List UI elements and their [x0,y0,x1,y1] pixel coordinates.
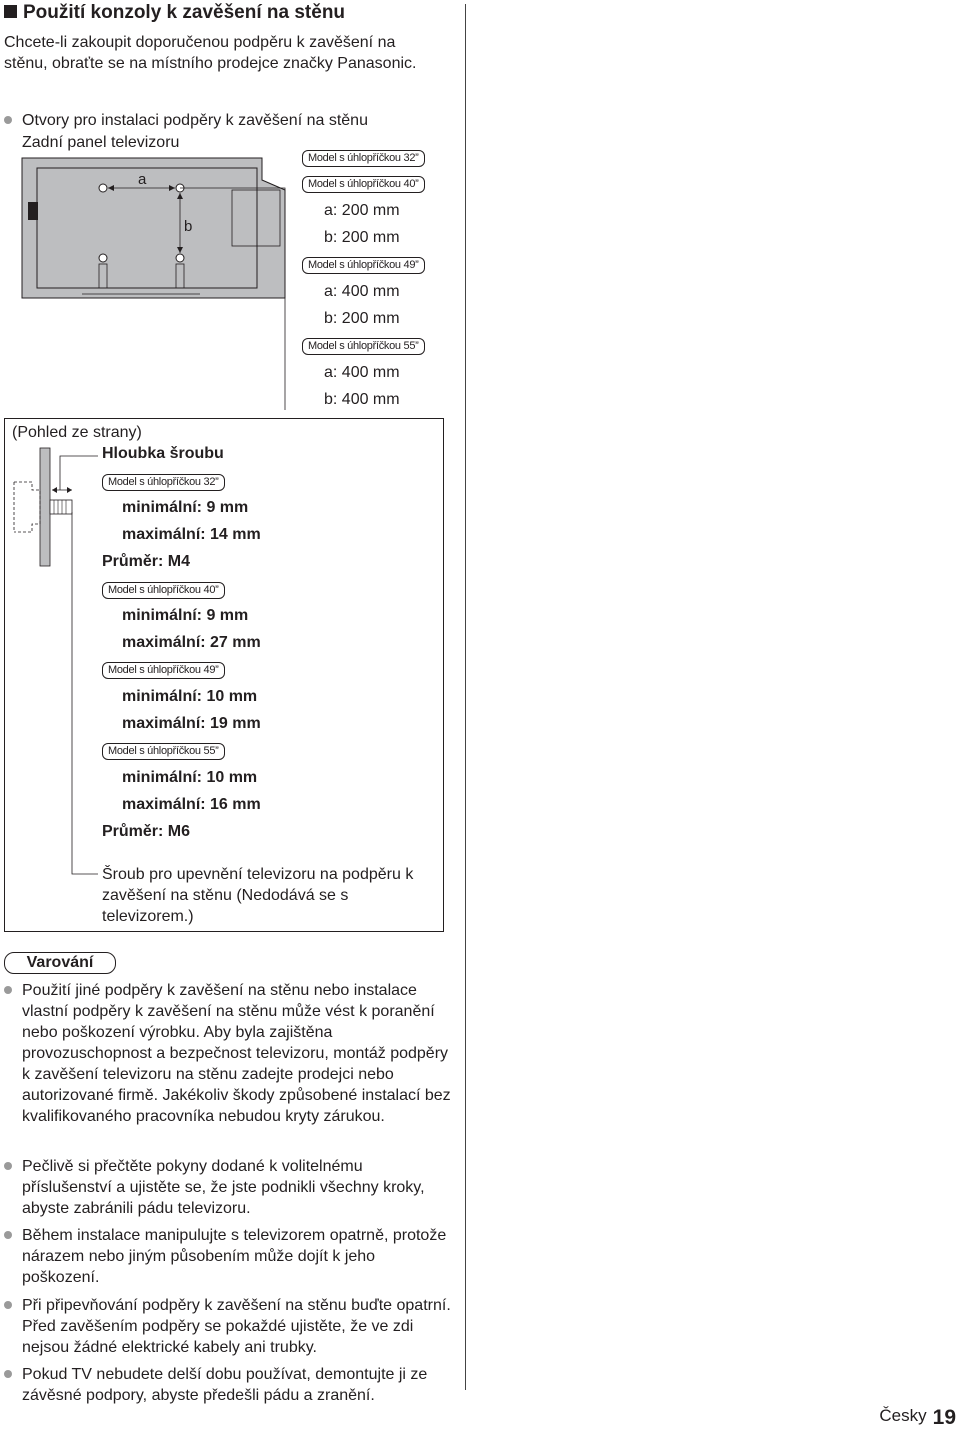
holes-bullet-subtitle: Zadní panel televizoru [22,134,180,151]
dimension-a-label: a [138,171,147,188]
footer-language: Česky [879,1406,927,1425]
warning-bullet-4: Při připevňování podpěry k zavěšení na stěnu buďte opatrní. Před zavěšením podpěry se pokaždé ujistěte, že ve zdi nejsou žádné elektrické kabely ani trubky. [22,1297,451,1356]
bullet-icon [4,986,12,994]
side-55-max: maximální: 16 mm [122,796,261,813]
bullet-icon [4,1231,12,1239]
bullet-icon [4,1162,12,1170]
model-tag-32: Model s úhlopříčkou 32” [302,150,425,167]
model-tag-55: Model s úhlopříčkou 55” [302,338,425,355]
page-footer [879,1406,956,1430]
side-40-min: minimální: 9 mm [122,607,249,624]
side-model-tag-55: Model s úhlopříčkou 55” [102,743,225,760]
spec-40-b: b: 200 mm [324,229,400,246]
intro-paragraph: Chcete-li zakoupit doporučenou podpěru k zavěšení na stěnu, obraťte se na místního prodejce značky Panasonic. [4,34,417,72]
diameter-m6: Průměr: M6 [102,823,191,840]
screw-depth-heading: Hloubka šroubu [102,445,224,462]
bullet-icon [4,1370,12,1378]
spec-40-a: a: 200 mm [324,202,400,219]
side-32-min: minimální: 9 mm [122,499,249,516]
warning-bullet-1: Použití jiné podpěry k zavěšení na stěnu nebo instalace vlastní podpěry k zavěšení na stěnu může vést k poranění nebo poškození výrobku. Aby byla zajištěna provozuschopnost a bezpečnost televizoru, montáž podpěry k zavěšení televizoru na stěnu zadejte prodejci nebo autorizované firmě. Jakékoliv škody způsobené instalací bez kvalifikovaného pracovníka nebudou kryty zárukou. [22,982,451,1125]
spec-55-a: a: 400 mm [324,364,400,381]
square-bullet-icon [4,5,17,18]
diameter-m4: Průměr: M4 [102,553,191,570]
page-number: 19 [932,1406,956,1429]
side-49-max: maximální: 19 mm [122,715,261,732]
side-40-max: maximální: 27 mm [122,634,261,651]
holes-bullet-title: Otvory pro instalaci podpěry k zavěšení na stěnu [22,112,368,129]
side-49-min: minimální: 10 mm [122,688,258,705]
warning-bullet-5: Pokud TV nebudete delší dobu používat, demontujte ji ze závěsné podpory, abyste předešli pádu a zranění. [22,1366,428,1404]
section-heading-text: Použití konzoly k zavěšení na stěnu [23,2,346,23]
side-view-title: (Pohled ze strany) [12,424,142,441]
side-55-min: minimální: 10 mm [122,769,258,786]
side-32-max: maximální: 14 mm [122,526,261,543]
screw-note: Šroub pro upevnění televizoru na podpěru k zavěšení na stěnu (Nedodává se s televizorem.) [102,866,414,925]
dimension-b-label: b [184,218,193,235]
model-tag-40: Model s úhlopříčkou 40” [302,176,425,193]
model-tag-49: Model s úhlopříčkou 49” [302,257,425,274]
side-view-diagram [8,446,108,881]
warning-label: Varování [4,952,116,974]
spec-49-b: b: 200 mm [324,310,400,327]
bullet-icon [4,116,12,124]
spec-49-a: a: 400 mm [324,283,400,300]
warning-bullet-2: Pečlivě si přečtěte pokyny dodané k volitelnému příslušenství a ujistěte se, že jste podnikli všechny kroky, abyste zabránili pádu televizoru. [22,1158,425,1217]
spec-55-b: b: 400 mm [324,391,400,408]
side-model-tag-40: Model s úhlopříčkou 40” [102,582,225,599]
side-model-tag-32: Model s úhlopříčkou 32” [102,474,225,491]
side-model-tag-49: Model s úhlopříčkou 49” [102,662,225,679]
bullet-icon [4,1301,12,1309]
section-heading [4,2,345,24]
warning-bullet-3: Během instalace manipulujte s televizorem opatrně, protože nárazem nebo jiným působením může dojít k jeho poškození. [22,1227,447,1286]
